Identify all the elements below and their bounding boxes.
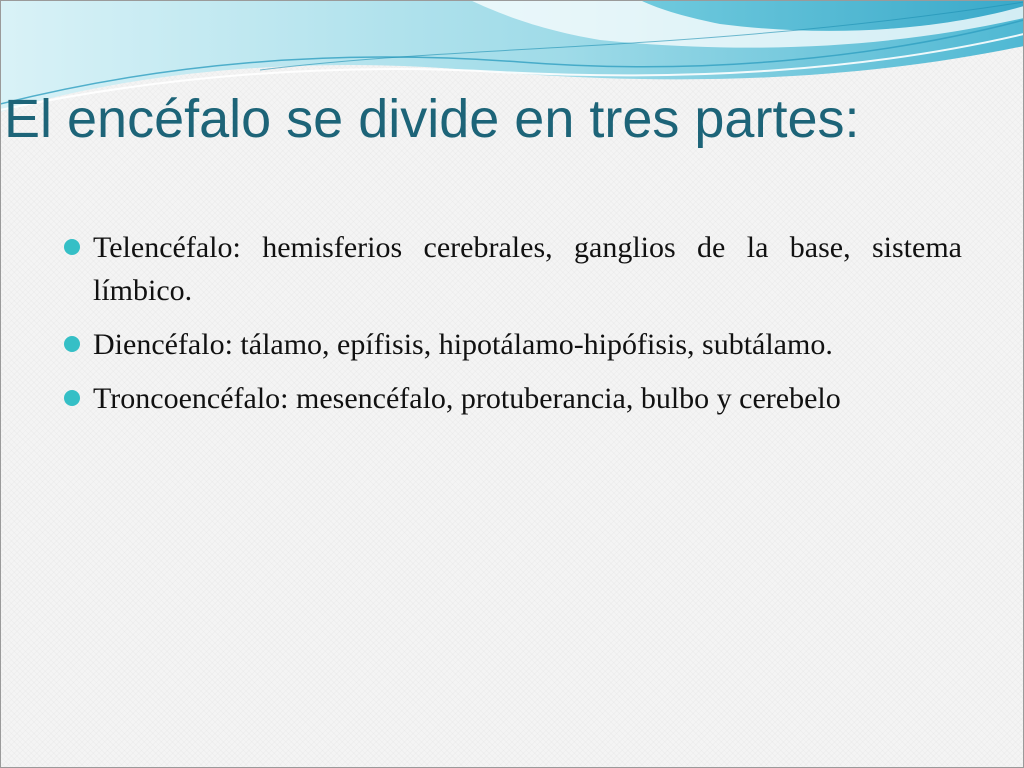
- bullet-text: Troncoencéfalo: mesencéfalo, protuberancia, bulbo y cerebelo: [93, 382, 841, 415]
- bullet-icon: [64, 239, 80, 255]
- slide-title: El encéfalo se divide en tres partes:: [4, 89, 860, 149]
- bullet-text: Telencéfalo: hemisferios cerebrales, ganglios de la base, sistema límbico.: [93, 231, 962, 307]
- list-item: [64, 323, 962, 366]
- bullet-text: Diencéfalo: tálamo, epífisis, hipotálamo-hipófisis, subtálamo.: [93, 328, 833, 361]
- bullet-icon: [64, 390, 80, 406]
- bullet-list: [64, 226, 962, 431]
- list-item: [64, 226, 962, 312]
- bullet-icon: [64, 336, 80, 352]
- list-item: [64, 377, 962, 420]
